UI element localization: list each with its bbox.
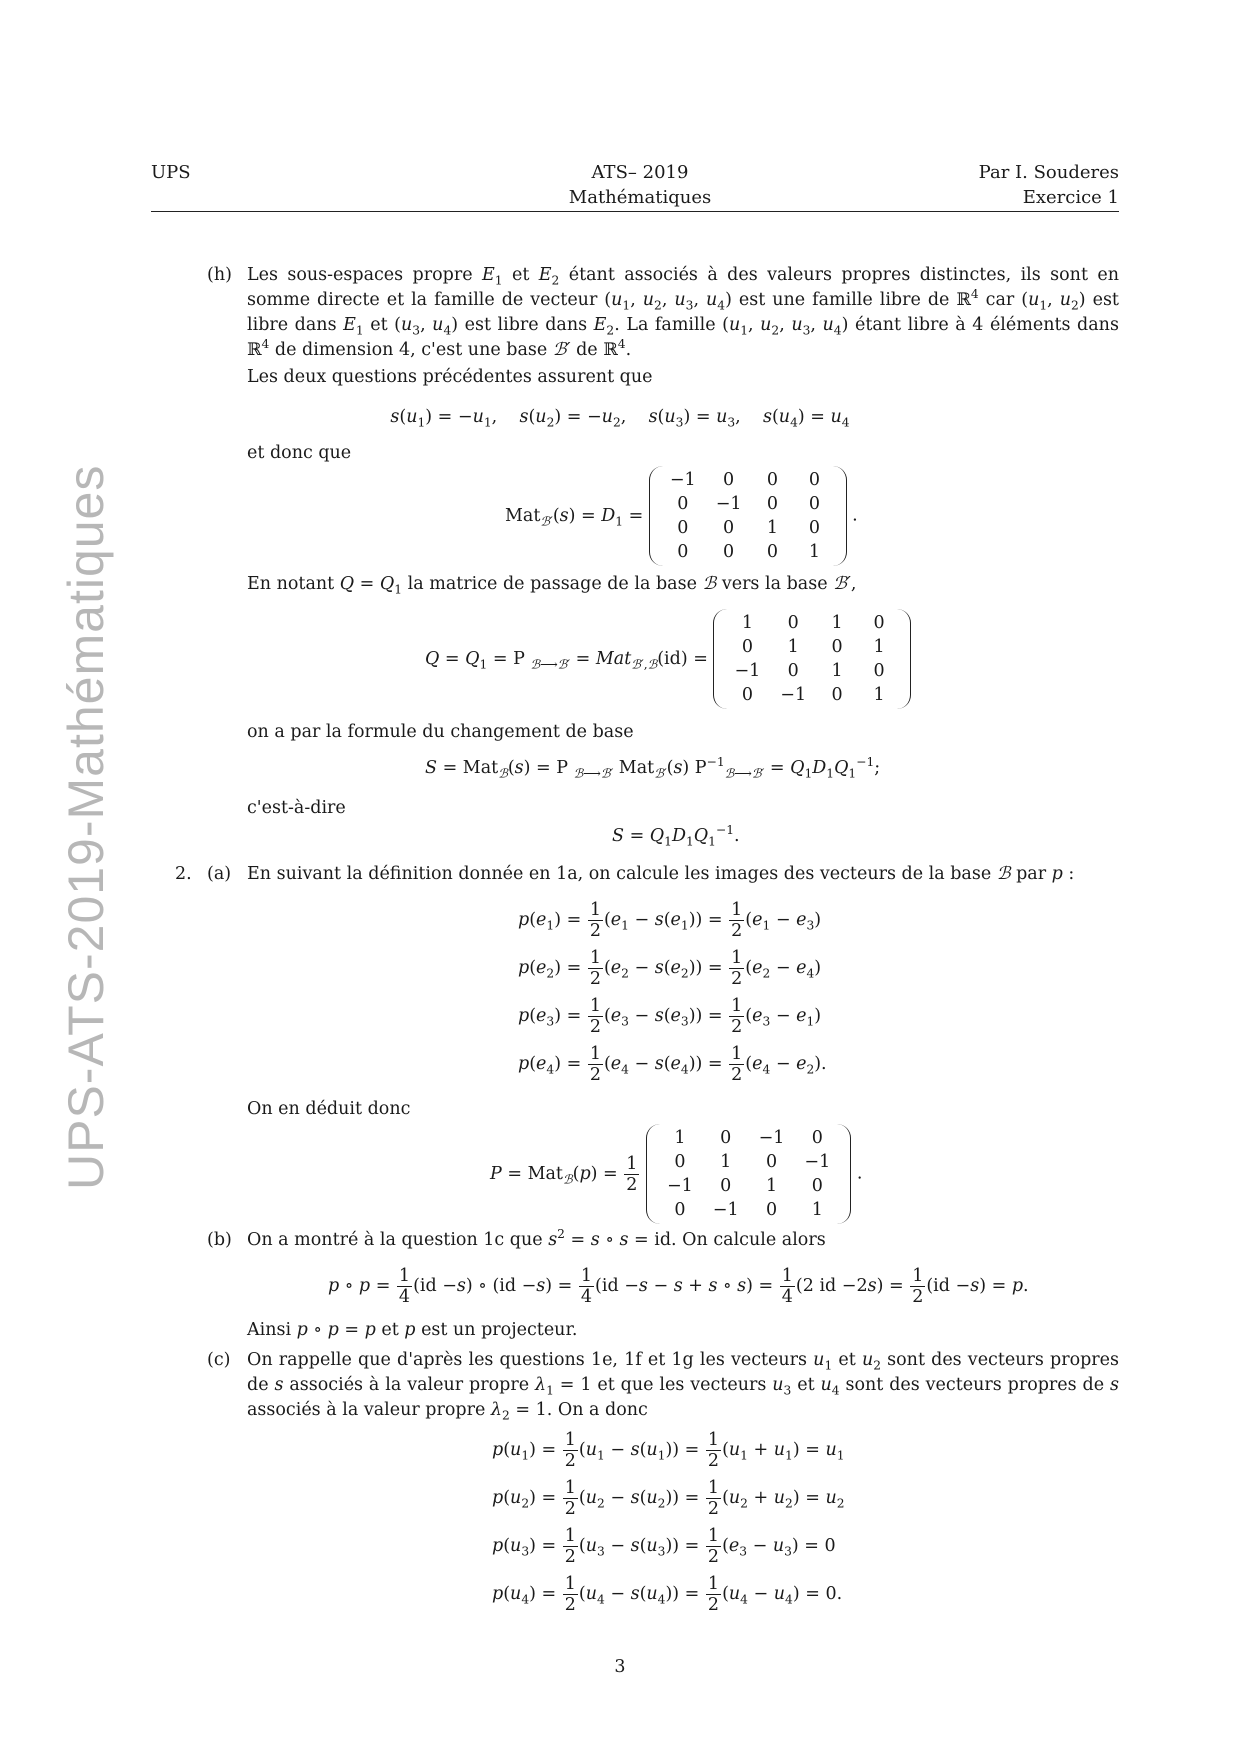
matrix-cell: 0	[831, 637, 843, 657]
matrix-row	[724, 611, 900, 635]
header-right-line2: Exercice 1	[1022, 187, 1119, 208]
matrix-cell: 1	[811, 1200, 823, 1220]
eq-p-compose-p: p ∘ p = $\frac{1}{4}$ (id −s) ∘ (id −s) = $\frac{1}{4}$ (id −s − s + s ∘ s) = $\frac{1}{4}$ (2 id −2s) = $\frac{1}{2}$ (id −s) = p.	[328, 1266, 1029, 1307]
matrix-D1	[649, 466, 847, 566]
matrix-cell: −1	[669, 470, 696, 490]
label-a: (a)	[207, 864, 232, 884]
matrix-cell: −1	[715, 494, 742, 514]
matrix-cell: 0	[766, 494, 779, 514]
matrix-cell: 1	[873, 637, 885, 657]
matrix-cell: 1	[831, 613, 843, 633]
header-rule	[151, 211, 1119, 212]
header-center-line1: ATS– 2019	[591, 162, 689, 183]
matrix-cell: 0	[765, 1152, 778, 1172]
a-deduce: On en déduit donc	[247, 1099, 411, 1119]
matrix-cell: 0	[808, 518, 821, 538]
h-line2: Les deux questions précédentes assurent que	[247, 367, 653, 387]
matrix-cell: 0	[677, 542, 689, 562]
matrix-row	[660, 492, 836, 516]
matrix-cell: 0	[873, 661, 885, 681]
matrix-row	[724, 683, 900, 707]
eq-matrix-P: P = Mat$_ℬ$(p) = $\frac{1}{2}$ 1 0 −1 0 0 1 0 −1 −1 0 1 0 0 −1 0 1 .	[490, 1124, 862, 1224]
eq-matrix-D1: $Mat_{ℬ'}(s) = D_1$ = −1 0 0 0 0 −1 0 0 0 0 1 0 0 0 0 1 .	[505, 466, 858, 566]
matrix-cell: 1	[873, 685, 885, 705]
matrix-cell: 0	[677, 518, 689, 538]
b-paragraph: On a montré à la question 1c que $s^2 = s$ ∘ s = id. On calcule alors	[247, 1227, 826, 1250]
matrix-row	[657, 1174, 840, 1198]
matrix-cell: 1	[787, 637, 799, 657]
matrix-row	[657, 1198, 840, 1222]
matrix-cell: 0	[741, 685, 753, 705]
matrix-cell: 0	[677, 494, 689, 514]
h-line6: c'est-à-dire	[247, 798, 346, 818]
header-center-line2: Mathématiques	[568, 187, 712, 208]
a-paragraph: En suivant la définition donnée en 1a, on calcule les images des vecteurs de la base ℬ par p :	[247, 864, 1075, 884]
eq-images-u: $s(u_1) = -u_1$, $s(u_2) = -u_2$, $s(u_3) = u_3$, $s(u_4) = u_4$	[390, 407, 850, 430]
eq-images-e: $p(e_1)$ = $\frac{1}{2}$ $(e_1 - s(e_1))$ = $\frac{1}{2}$ $(e_1 - e_3)$ $p(e_2)$ = $\frac{1}{2}$ $(e_2 - s(e_2))$ = $\frac{1}{2}$ $(e_2 - e_4)$ $p(e_3)$ = $\frac{1}{2}$ $(e_3 - s(e_3))$ = $\frac{1}{2}$ $(e_3 - e_1)$ $p(e_4)$ = $\frac{1}{2}$ $(e_4 - s(e_4))$ = $\frac{1}{2}$ $(e_4 - e_2)$.	[518, 900, 827, 1085]
matrix-cell: 0	[811, 1176, 823, 1196]
matrix-cell: −1	[712, 1200, 739, 1220]
matrix-P	[646, 1124, 851, 1224]
matrix-cell: 1	[831, 661, 843, 681]
matrix-cell: 0	[765, 1200, 778, 1220]
matrix-cell: 1	[674, 1128, 686, 1148]
matrix-cell: 0	[808, 470, 821, 490]
matrix-cell: −1	[758, 1128, 785, 1148]
eq-S: $S = Q_1D_1Q_1^{-1}$.	[612, 823, 740, 849]
eq-change-of-basis: S = Mat$_ℬ$(s) = P $_{ℬ⟶ℬ'}$ Mat$_{ℬ'}$(s) $P^{-1}_{ℬ⟶ℬ'} = Q_1D_1Q_1^{-1}$;	[425, 755, 881, 781]
matrix-cell: 0	[787, 661, 799, 681]
watermark: UPS-ATS-2019-Mathématiques	[58, 464, 114, 1190]
page-number: 3	[614, 1657, 626, 1677]
matrix-row	[660, 540, 836, 564]
matrix-row	[657, 1150, 840, 1174]
h-line3: et donc que	[247, 443, 352, 463]
matrix-cell: 0	[873, 613, 885, 633]
matrix-row	[660, 468, 836, 492]
matrix-cell: 0	[723, 542, 735, 562]
header-right-line1: Par I. Souderes	[978, 162, 1119, 183]
label-h: (h)	[207, 265, 232, 285]
header-left: UPS	[151, 162, 191, 183]
matrix-cell: −1	[780, 685, 807, 705]
matrix-cell: 1	[766, 518, 779, 538]
matrix-cell: 0	[741, 637, 753, 657]
matrix-D1-table	[660, 468, 836, 564]
matrix-cell: 0	[723, 518, 735, 538]
matrix-cell: 0	[811, 1128, 823, 1148]
label-c: (c)	[207, 1350, 231, 1370]
matrix-row	[660, 516, 836, 540]
header-center	[480, 160, 800, 210]
matrix-cell: 1	[765, 1176, 778, 1196]
matrix-cell: 1	[808, 542, 821, 562]
matrix-cell: 0	[831, 685, 843, 705]
header-right	[979, 160, 1119, 210]
matrix-cell: 0	[720, 1176, 732, 1196]
h-line4: En notant $Q = Q_1$ la matrice de passage de la base ℬ vers la base ℬ′,	[247, 574, 857, 597]
matrix-cell: 0	[674, 1152, 686, 1172]
matrix-cell: −1	[804, 1152, 831, 1172]
label-q2: 2.	[175, 864, 192, 884]
eq-images-pu: $p(u_1)$ = $\frac{1}{2}$ $(u_1 - s(u_1))$ = $\frac{1}{2}$ $(u_1 + u_1) = u_1$ $p(u_2)$ = $\frac{1}{2}$ $(u_2 - s(u_2))$ = $\frac{1}{2}$ $(u_2 + u_2) = u_2$ $p(u_3)$ = $\frac{1}{2}$ $(u_3 - s(u_3))$ = $\frac{1}{2}$ $(e_3 - u_3) = 0$ $p(u_4)$ = $\frac{1}{2}$ $(u_4 - s(u_4))$ = $\frac{1}{2}$ $(u_4 - u_4) = 0$.	[492, 1430, 845, 1615]
matrix-cell: 0	[766, 470, 779, 490]
matrix-cell: 0	[674, 1200, 686, 1220]
matrix-cell: 1	[720, 1152, 732, 1172]
c-paragraph: On rappelle que d'après les questions 1e, 1f et 1g les vecteurs $u_1$ et $u_2$ sont des vecteurs propres de s associés à la valeur propre $\lambda_1 = 1$ et que les vecteurs $u_3$ et $u_4$ sont des vecteurs propres de s associés à la valeur propre $\lambda_2 = 1$. On a donc	[247, 1350, 1120, 1423]
h-line5: on a par la formule du changement de base	[247, 722, 634, 742]
matrix-cell: 0	[723, 470, 735, 490]
matrix-row	[724, 659, 900, 683]
b-conclusion: Ainsi p ∘ p = p et p est un projecteur.	[247, 1320, 578, 1340]
matrix-cell: 1	[741, 613, 753, 633]
matrix-row	[657, 1126, 840, 1150]
matrix-cell: 0	[787, 613, 799, 633]
matrix-row	[724, 635, 900, 659]
matrix-Q-table	[724, 611, 900, 707]
eq-matrix-Q: $Q = Q_1 = P$ $_{ℬ⟶ℬ'}$ = Mat$_{ℬ',ℬ}$(id) = 1 0 1 0 0 1 0 1 −1 0 1 0 0 −1 0 1	[425, 609, 911, 709]
matrix-Q	[713, 609, 911, 709]
label-b: (b)	[207, 1230, 232, 1250]
matrix-P-table	[657, 1126, 840, 1222]
matrix-cell: −1	[666, 1176, 693, 1196]
matrix-cell: 0	[808, 494, 821, 514]
h-paragraph: Les sous-espaces propre $E_1$ et $E_2$ étant associés à des valeurs propres distinctes, ils sont en somme directe et la famille de vecteur ($u_1$, $u_2$, $u_3$, $u_4$) est une famille libre de ℝ$^4$ car ($u_1$, $u_2$) est libre dans $E_1$ et ($u_3$, $u_4$) est libre dans $E_2$. La famille ($u_1$, $u_2$, $u_3$, $u_4$) étant libre à 4 éléments dans ℝ$^4$ de dimension 4, c'est une base ℬ′ de ℝ$^4$.	[247, 265, 1120, 360]
matrix-cell: −1	[734, 661, 761, 681]
matrix-cell: 0	[720, 1128, 732, 1148]
matrix-cell: 0	[766, 542, 779, 562]
